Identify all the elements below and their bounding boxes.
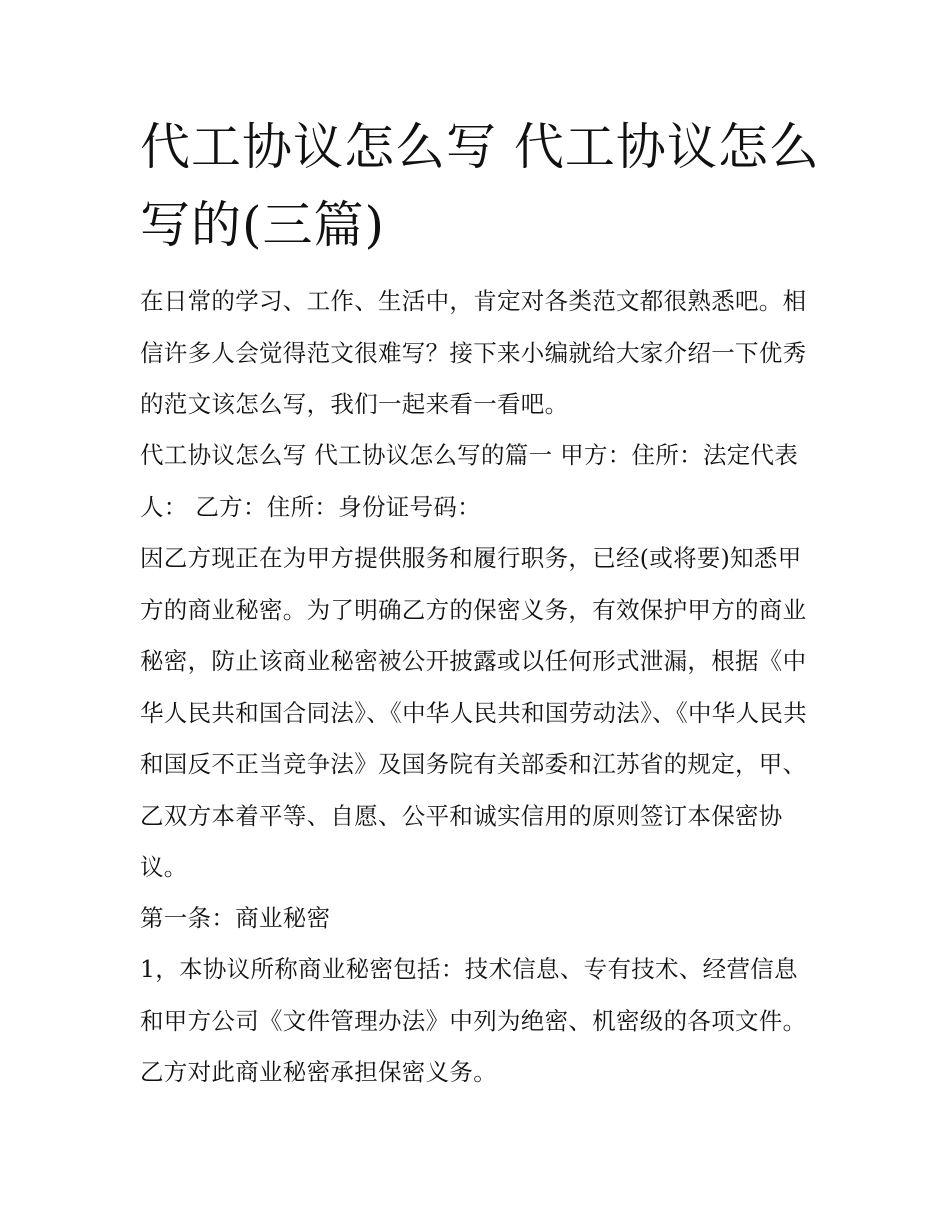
preamble-paragraph: 因乙方现正在为甲方提供服务和履行职务，已经(或将要)知悉甲方的商业秘密。为了明确乙方的保密义务，有效保护甲方的商业秘密，防止该商业秘密被公开披露或以任何形式泄漏，根据《中华人民共和国合同法》、《中华人民共和国劳动法》、《中华人民共和国反不正当竞争法》及国务院有关部委和江苏省的规定，甲、乙双方本着平等、自愿、公平和诚实信用的原则签订本保密协议。 (140, 544, 807, 881)
clause-paragraph: 1，本协议所称商业秘密包括：技术信息、专有技术、经营信息和甲方公司《文件管理办法》中列为绝密、机密级的各项文件。乙方对此商业秘密承担保密义务。 (140, 955, 807, 1086)
intro-paragraph: 在日常的学习、工作、生活中，肯定对各类范文都很熟悉吧。相信许多人会觉得范文很难写？接下来小编就给大家介绍一下优秀的范文该怎么写，我们一起来看一看吧。 (140, 287, 807, 418)
parties-paragraph: 代工协议怎么写 代工协议怎么写的篇一 甲方：住所：法定代表人： 乙方：住所：身份证号码： (140, 441, 799, 521)
document-title: 代工协议怎么写 代工协议怎么写的(三篇) (140, 118, 820, 254)
article-heading: 第一条：商业秘密 (140, 904, 331, 932)
